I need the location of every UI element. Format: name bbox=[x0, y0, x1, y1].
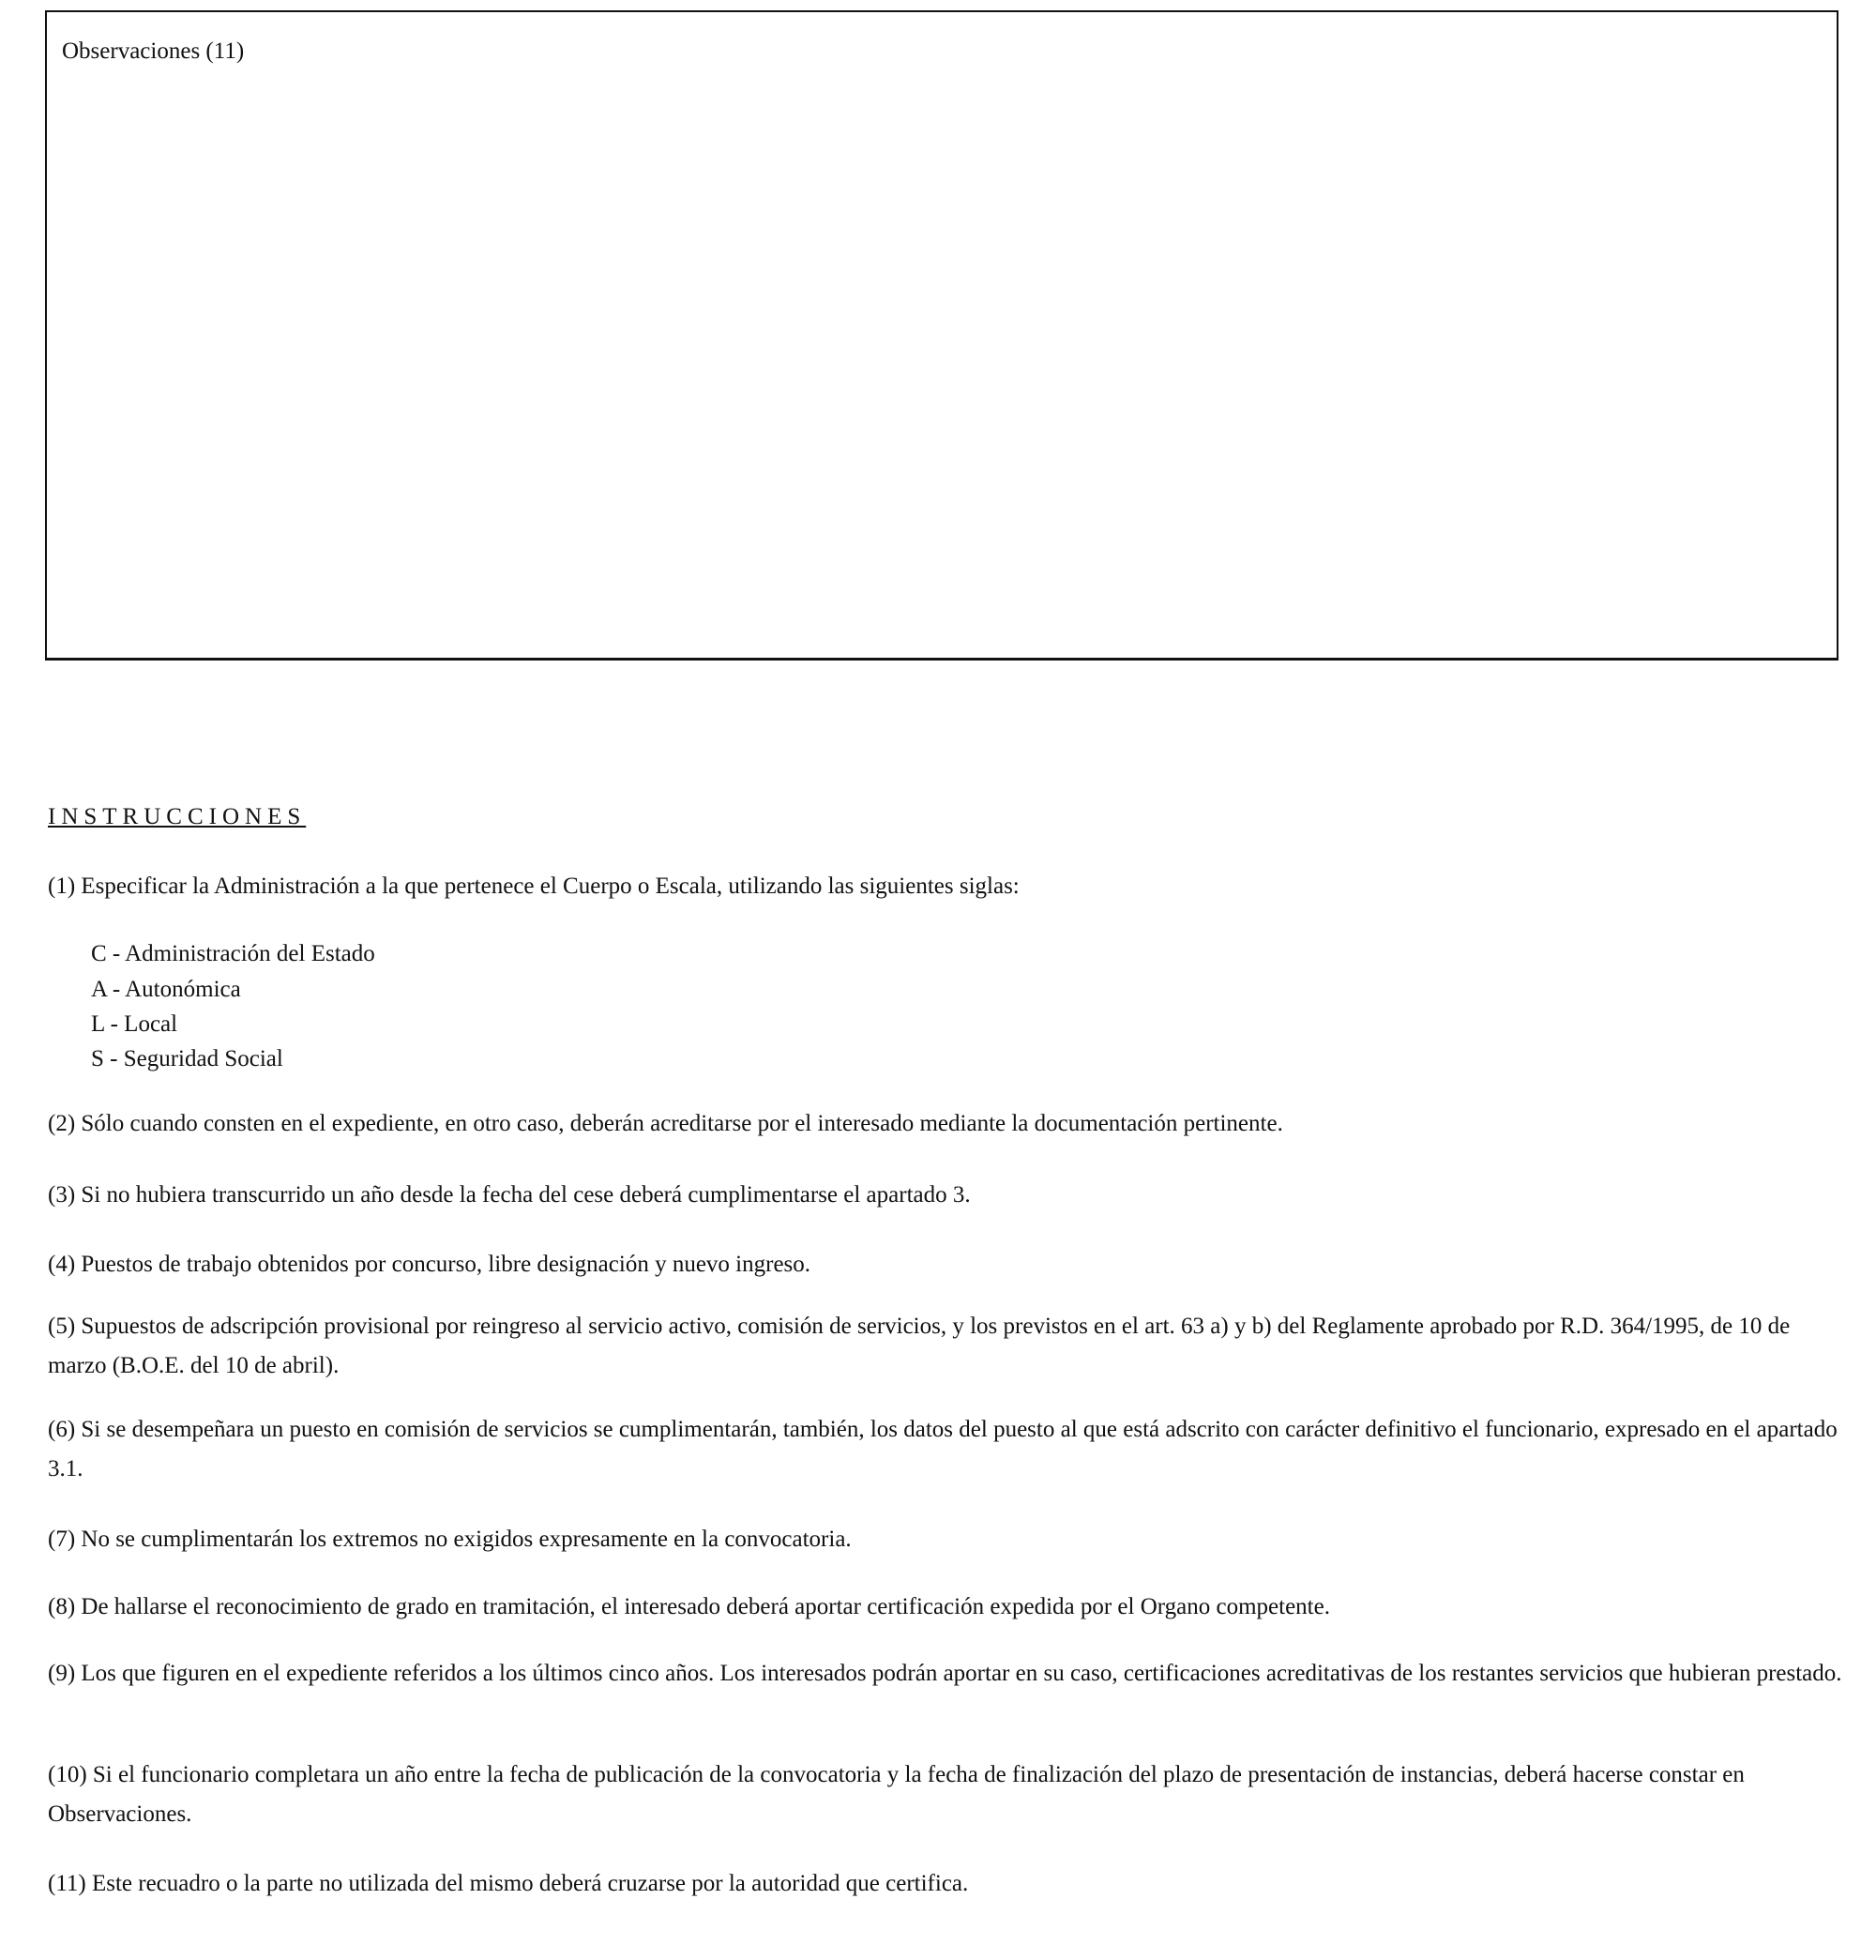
instruction-3: (3) Si no hubiera transcurrido un año desde la fecha del cese deberá cumplimentarse el apartado 3. bbox=[48, 1182, 971, 1208]
instruction-2: (2) Sólo cuando consten en el expediente, en otro caso, deberán acreditarse por el interesado mediante la documentación pertinente. bbox=[48, 1111, 1283, 1136]
sigla-l: L - Local bbox=[91, 1011, 178, 1037]
instruction-5: (5) Supuestos de adscripción provisional por reingreso al servicio activo, comisión de servicios, y los previstos en el art. 63 a) y b) del Reglamente aprobado por R.D. 364/1995, de 10 de marzo (B.O.E. del 10 de abril). bbox=[48, 1314, 1791, 1378]
instruction-9: (9) Los que figuren en el expediente referidos a los últimos cinco años. Los interesados podrán aportar en su caso, certificaciones acreditativas de los restantes servicios que hubieran prestado. bbox=[48, 1661, 1842, 1686]
instrucciones-heading: INSTRUCCIONES bbox=[48, 804, 307, 829]
sigla-a: A - Autonómica bbox=[91, 977, 241, 1002]
instruction-1: (1) Especificar la Administración a la que pertenece el Cuerpo o Escala, utilizando las siguientes siglas: bbox=[48, 874, 1020, 899]
observaciones-label: Observaciones (11) bbox=[62, 38, 245, 64]
instruction-4: (4) Puestos de trabajo obtenidos por concurso, libre designación y nuevo ingreso. bbox=[48, 1252, 811, 1277]
instruction-10: (10) Si el funcionario completara un año entre la fecha de publicación de la convocatoria y la fecha de finalización del plazo de presentación de instancias, deberá hacerse constar en Observaciones. bbox=[48, 1762, 1745, 1827]
instruction-11: (11) Este recuadro o la parte no utilizada del mismo deberá cruzarse por la autoridad que certifica. bbox=[48, 1871, 969, 1896]
observaciones-box bbox=[45, 10, 1838, 661]
sigla-c: C - Administración del Estado bbox=[91, 941, 375, 966]
instruction-8: (8) De hallarse el reconocimiento de grado en tramitación, el interesado deberá aportar certificación expedida por el Organo competente. bbox=[48, 1594, 1330, 1619]
instruction-6: (6) Si se desempeñara un puesto en comisión de servicios se cumplimentarán, también, los datos del puesto al que está adscrito con carácter definitivo el funcionario, expresado en el apartado 3.1. bbox=[48, 1417, 1838, 1481]
sigla-s: S - Seguridad Social bbox=[91, 1046, 283, 1071]
instruction-7: (7) No se cumplimentarán los extremos no exigidos expresamente en la convocatoria. bbox=[48, 1527, 852, 1552]
